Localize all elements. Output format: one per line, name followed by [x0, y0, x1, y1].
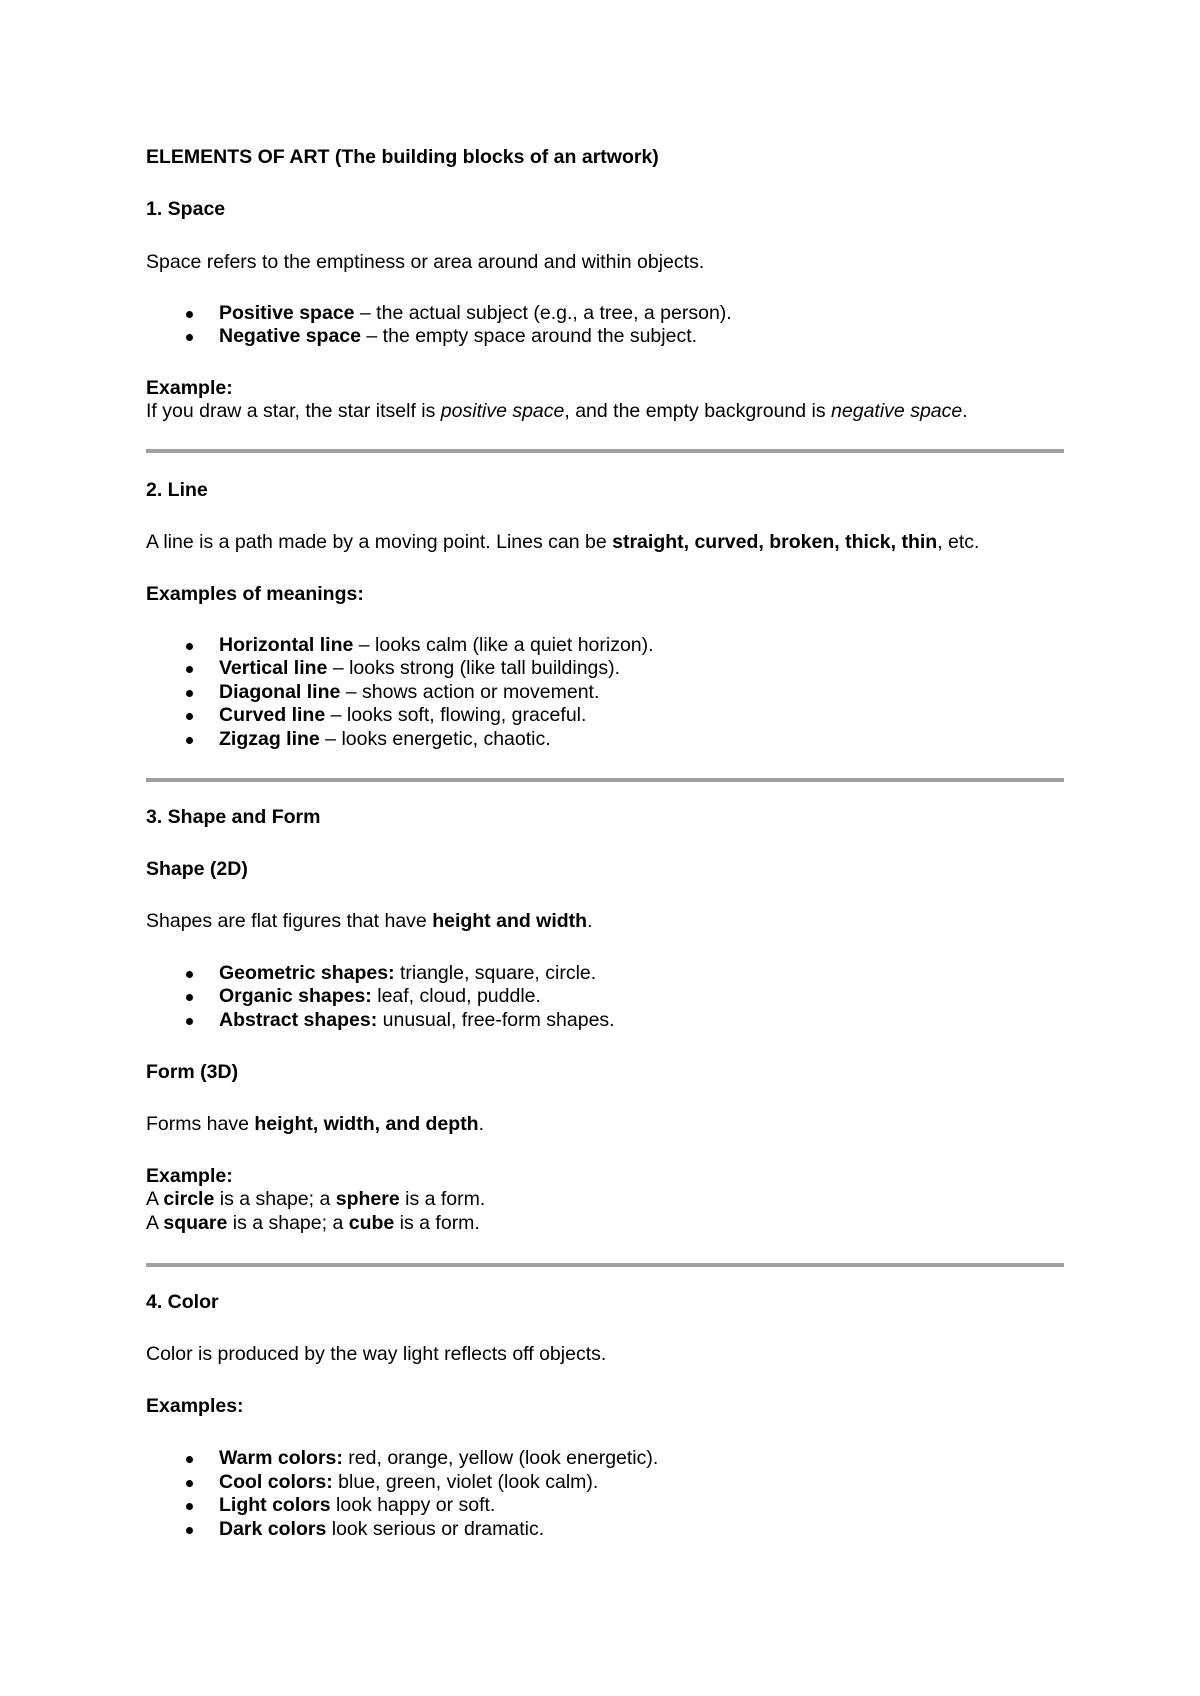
shape-intro: Shapes are flat figures that have height and width. — [146, 910, 593, 932]
bullet-icon — [186, 643, 193, 650]
color-examples-label: Examples: — [146, 1395, 244, 1417]
bullet-icon — [186, 1503, 193, 1510]
color-intro: Color is produced by the way light reflects off objects. — [146, 1343, 607, 1365]
section-heading-line: 2. Line — [146, 479, 208, 501]
section-heading-shape-form: 3. Shape and Form — [146, 806, 321, 828]
bullet-icon — [186, 1480, 193, 1487]
form-example-line-1: A circle is a shape; a sphere is a form. — [146, 1188, 486, 1210]
section-divider — [146, 778, 1064, 782]
document-title: ELEMENTS OF ART (The building blocks of an artwork) — [146, 146, 659, 168]
bullet-icon — [186, 1456, 193, 1463]
bullet-icon — [186, 713, 193, 720]
space-intro: Space refers to the emptiness or area around and within objects. — [146, 251, 705, 273]
bullet-icon — [186, 666, 193, 673]
section-divider — [146, 1263, 1064, 1267]
form-intro: Forms have height, width, and depth. — [146, 1113, 485, 1135]
bullet-icon — [186, 971, 193, 978]
bullet-icon — [186, 1527, 193, 1534]
section-heading-space: 1. Space — [146, 198, 226, 220]
bullet-icon — [186, 311, 193, 318]
bullet-icon — [186, 737, 193, 744]
document-page: ELEMENTS OF ART (The building blocks of an artwork) 1. Space Space refers to the emptiness or area around and within objects. Positive space – the actual subject (e.g., a tree, a person). Negative space – the empty space around the subject. Example: If you draw a star, the star itself is positive space, and the empty background is negative space. 2. Line A line is a path made by a moving point. Lines can be straight, curved, broken, thick, thin, etc. Examples of meanings: Horizontal line – looks calm (like a quiet horizon). Vertical line – looks strong (like tall buildings). Diagonal line – shows action or movement. Curved line – looks soft, flowing, graceful. Zigzag line – looks energetic, chaotic. 3. Shape and Form Shape (2D) Shapes are flat figures that have height and width. Geometric shapes: triangle, square, circle. Organic shapes: leaf, cloud, puddle. Abstract shapes: unusual, free-form shapes. Form (3D) Forms have height, width, and depth. Example: A circle is a shape; a sphere is a form. A square is a shape; a cube is a form. 4. Color Color is produced by the way light reflects off objects. Examples: Warm colors: red, orange, yellow (look energetic). Cool colors: blue, green, violet (look calm). Light colors look happy or soft. Dark colors look serious or dramatic. — [0, 0, 1200, 1696]
space-example-text: If you draw a star, the star itself is positive space, and the empty background is negative space. — [146, 400, 968, 422]
section-heading-color: 4. Color — [146, 1291, 219, 1313]
line-examples-label: Examples of meanings: — [146, 583, 364, 605]
form-example-label: Example: — [146, 1165, 233, 1187]
bullet-icon — [186, 994, 193, 1001]
line-intro: A line is a path made by a moving point. Lines can be straight, curved, broken, thick, thin, etc. — [146, 531, 980, 553]
shape-subheading: Shape (2D) — [146, 858, 248, 880]
bullet-icon — [186, 1018, 193, 1025]
bullet-icon — [186, 690, 193, 697]
space-example-label: Example: — [146, 377, 233, 399]
form-example-line-2: A square is a shape; a cube is a form. — [146, 1212, 480, 1234]
bullet-icon — [186, 334, 193, 341]
form-subheading: Form (3D) — [146, 1061, 239, 1083]
section-divider — [146, 449, 1064, 453]
